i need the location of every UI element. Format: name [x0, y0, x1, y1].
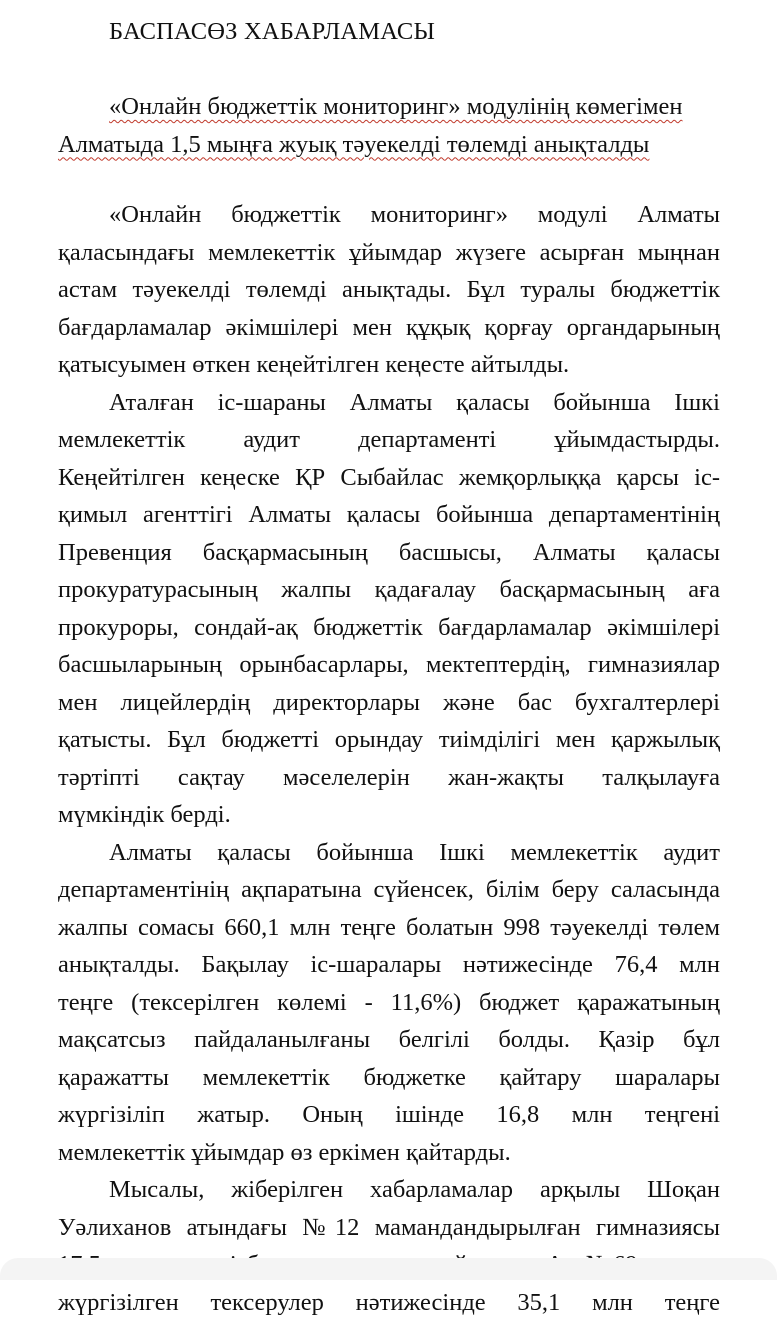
text-line: қимыл агенттігі Алматы қаласы бойынша департаментінің [58, 496, 720, 534]
text-line: мемлекеттік аудит департаменті ұйымдастырды. [58, 421, 720, 459]
text-line: Мысалы, жіберілген хабарламалар арқылы Шоқан [58, 1171, 720, 1209]
text-line: тәртіпті сақтау мәселелерін жан-жақты талқылауға [58, 759, 720, 797]
text-line: мемлекеттік ұйымдар өз еркімен қайтарды. [58, 1134, 720, 1172]
text-line: мүмкіндік берді. [58, 796, 720, 834]
text-line: прокуроры, сондай-ақ бюджеттік бағдарламалар әкімшілері [58, 609, 720, 647]
text-line: жүргізіліп жатыр. Оның ішінде 16,8 млн теңгені [58, 1096, 720, 1134]
text-line: астам тәуекелді төлемді анықтады. Бұл туралы бюджеттік [58, 271, 720, 309]
document-body [58, 196, 720, 1321]
paragraph [58, 834, 720, 1172]
text-line: «Онлайн бюджеттік мониторинг» модулі Алматы [58, 196, 720, 234]
text-line: теңге (тексерілген көлемі - 11,6%) бюджет қаражатының [58, 984, 720, 1022]
text-line: қатысуымен өткен кеңейтілген кеңесте айтылды. [58, 346, 720, 384]
press-release-subtitle [58, 88, 720, 163]
text-line: жалпы сомасы 660,1 млн теңге болатын 998 тәуекелді төлем [58, 909, 720, 947]
text-line: Алматы қаласы бойынша Ішкі мемлекеттік аудит [58, 834, 720, 872]
bottom-sheet-edge [0, 1258, 777, 1280]
paragraph [58, 1171, 720, 1321]
text-line: жүргізілген тексерулер нәтижесінде 35,1 млн теңге [58, 1284, 720, 1321]
text-line: мақсатсыз пайдаланылғаны белгілі болды. Қазір бұл [58, 1021, 720, 1059]
subtitle-line: «Онлайн бюджеттік мониторинг» модулінің көмегімен [58, 88, 720, 126]
text-line: басшыларының орынбасарлары, мектептердің, гимназиялар [58, 646, 720, 684]
paragraph [58, 384, 720, 834]
text-line: Уәлиханов атындағы №12 мамандандырылған гимназиясы [58, 1209, 720, 1247]
subtitle-line: Алматыда 1,5 мыңға жуық тәуекелді төлемді анықталды [58, 126, 720, 164]
text-line: прокуратурасының жалпы қадағалау басқармасының аға [58, 571, 720, 609]
text-line: қаласындағы мемлекеттік ұйымдар жүзеге асырған мыңнан [58, 234, 720, 272]
text-line: департаментінің ақпаратына сүйенсек, білім беру саласында [58, 871, 720, 909]
text-line: бағдарламалар әкімшілері мен құқық қорғау органдарының [58, 309, 720, 347]
text-line: Кеңейтілген кеңеске ҚР Сыбайлас жемқорлыққа қарсы іс- [58, 459, 720, 497]
press-release-heading: БАСПАСӨЗ ХАБАРЛАМАСЫ [109, 18, 435, 46]
text-line: қаражатты мемлекеттік бюджетке қайтару шаралары [58, 1059, 720, 1097]
text-line: анықталды. Бақылау іс-шаралары нәтижесінде 76,4 млн [58, 946, 720, 984]
text-line: Превенция басқармасының басшысы, Алматы қаласы [58, 534, 720, 572]
text-line: қатысты. Бұл бюджетті орындау тиімділігі мен қаржылық [58, 721, 720, 759]
text-line: Аталған іс-шараны Алматы қаласы бойынша Ішкі [58, 384, 720, 422]
paragraph [58, 196, 720, 384]
text-line: мен лицейлердің директорлары және бас бухгалтерлері [58, 684, 720, 722]
